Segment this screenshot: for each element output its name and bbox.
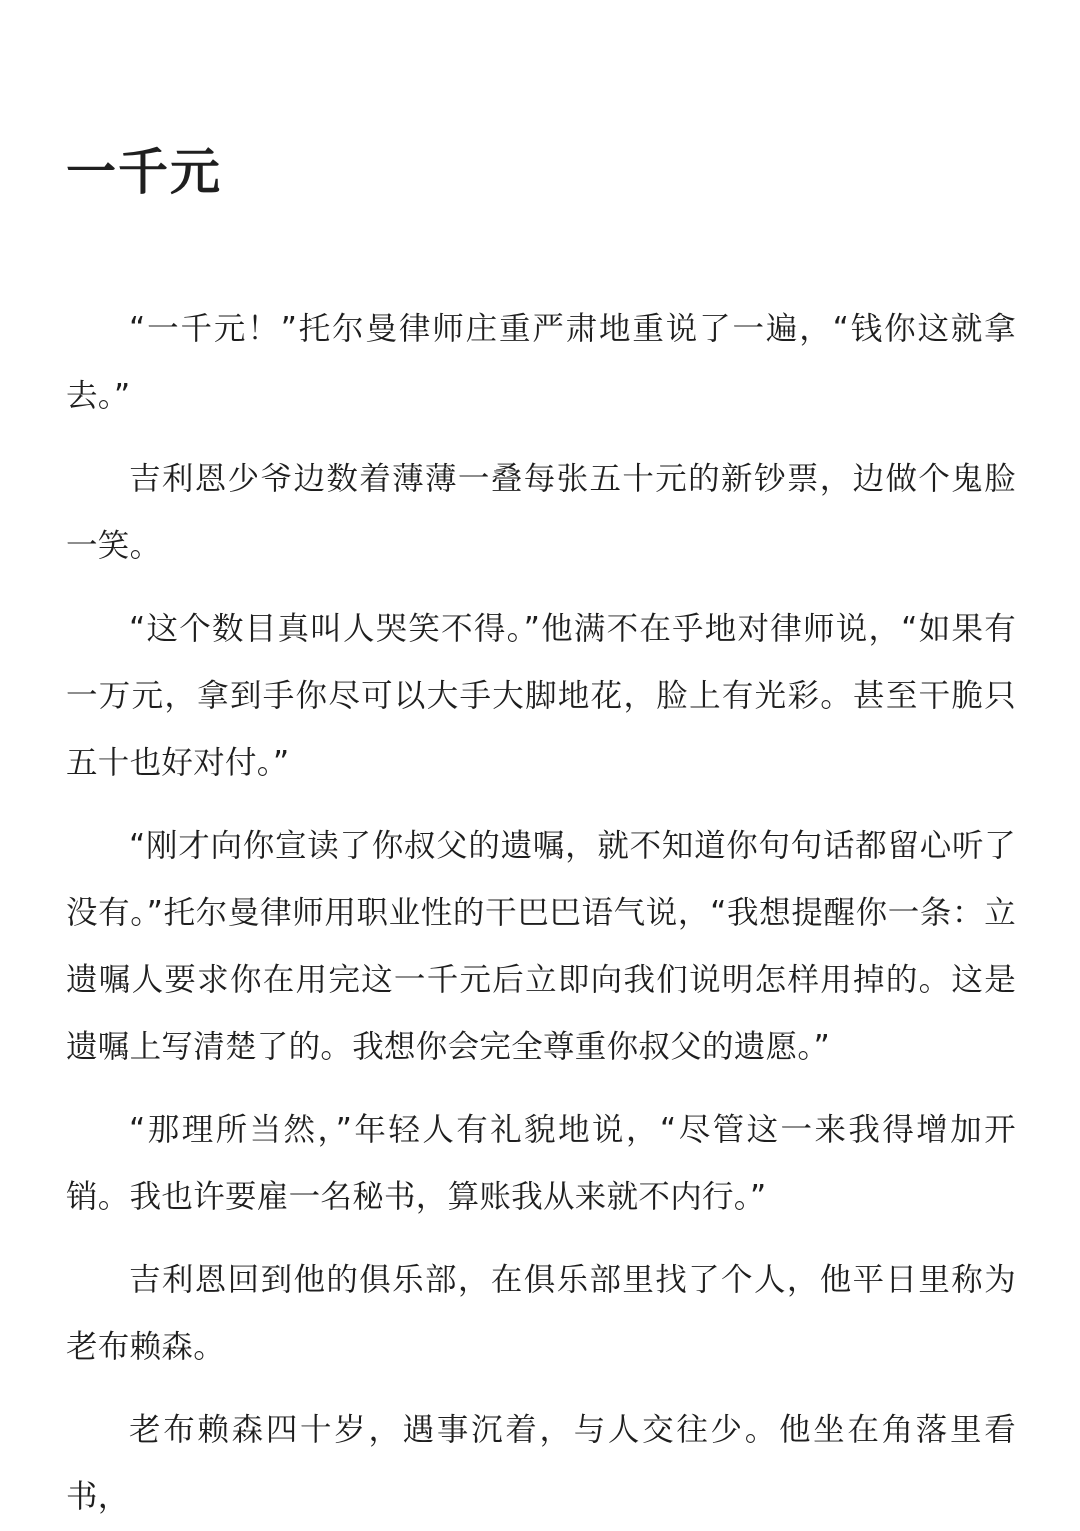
paragraph: “一千元！”托尔曼律师庄重严肃地重说了一遍，“钱你这就拿去。”: [66, 311, 1016, 414]
chapter-title: 一千元: [66, 143, 222, 201]
paragraph: 老布赖森四十岁，遇事沉着，与人交往少。他坐在角落里看书，: [66, 1412, 1016, 1515]
paragraph: “这个数目真叫人哭笑不得。”他满不在乎地对律师说，“如果有一万元，拿到手你尽可以大手大脚地花，脸上有光彩。甚至干脆只五十也好对付。”: [66, 611, 1016, 781]
paragraph: 吉利恩回到他的俱乐部，在俱乐部里找了个人，他平日里称为老布赖森。: [66, 1262, 1016, 1365]
paragraph: 吉利恩少爷边数着薄薄一叠每张五十元的新钞票，边做个鬼脸一笑。: [66, 461, 1016, 564]
body-text: [66, 296, 1016, 1531]
paragraph: “刚才向你宣读了你叔父的遗嘱，就不知道你句句话都留心听了没有。”托尔曼律师用职业性的干巴巴语气说，“我想提醒你一条：立遗嘱人要求你在用完这一千元后立即向我们说明怎样用掉的。这是遗嘱上写清楚了的。我想你会完全尊重你叔父的遗愿。”: [66, 828, 1016, 1065]
paragraph: “那理所当然，”年轻人有礼貌地说，“尽管这一来我得增加开销。我也许要雇一名秘书，算账我从来就不内行。”: [66, 1112, 1016, 1215]
